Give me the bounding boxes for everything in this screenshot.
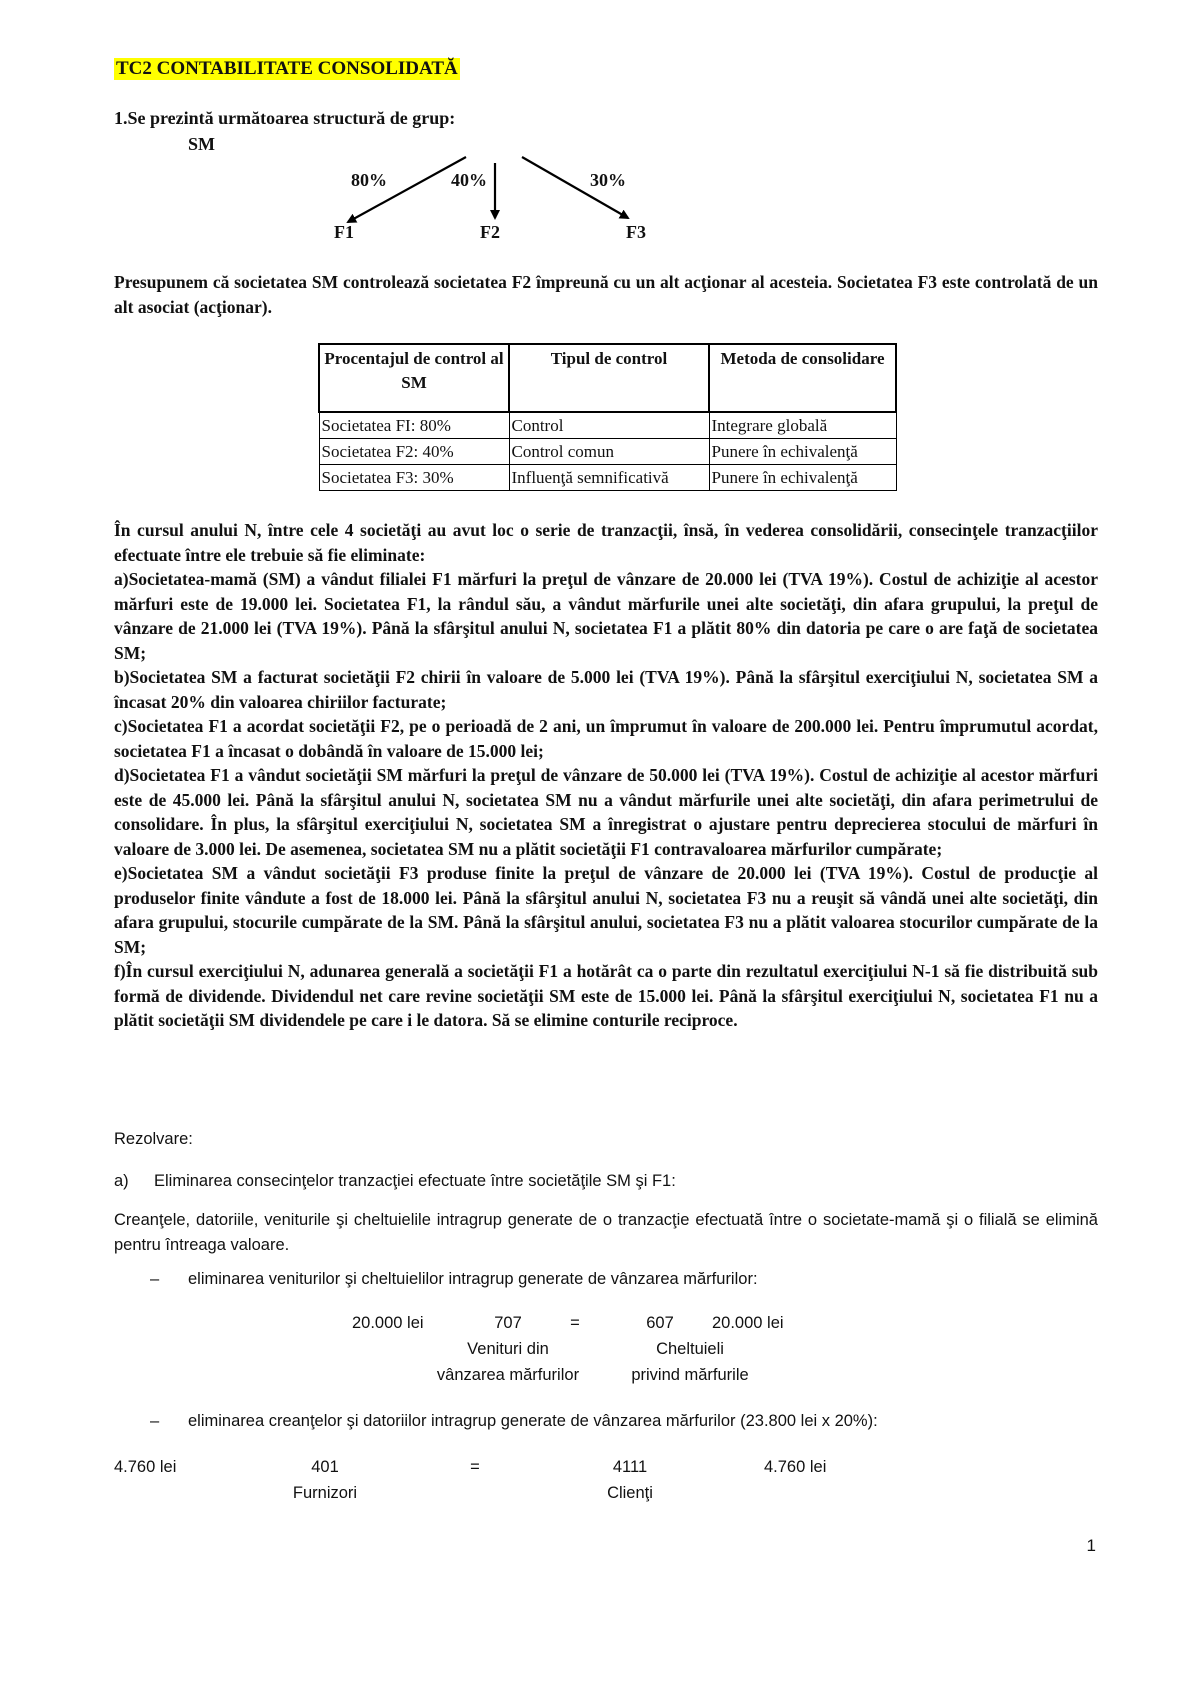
problem-item-a: a)Societatea-mamă (SM) a vândut filialei F1 mărfuri la preţul de vânzare de 20.000 lei (TVA 19%). Costul de achiziţie al acestor mărfuri este de 19.000 lei. Societatea F1, la rândul său, a vândut mărfurile unei alte societăţi, din afara grupului, la preţul de vânzare de 21.000 lei (TVA 19%). Până la sfârşitul anului N, societatea F1 a plătit 80% din datoria pe care o are faţă de societatea SM;	[114, 569, 1098, 663]
table-cell: Punere în echivalenţă	[709, 465, 896, 491]
entry1-credit-name-line2: privind mărfurile	[631, 1366, 749, 1384]
table-cell: Societatea F2: 40%	[319, 439, 509, 465]
table-cell: Societatea F3: 30%	[319, 465, 509, 491]
control-table-header	[319, 344, 896, 412]
problem-item-f: f)În cursul exerciţiului N, adunarea generală a societăţii F1 a hotărât ca o parte din rezultatul exerciţiului N-1 să fie distribuită sub formă de dividende. Dividendul net care revine societăţii SM este de 15.000 lei. Până la sfârşitul exerciţiului N, societatea F1 nu a plătit societăţii SM dividendele pe care i le datora. Să se elimine conturile reciproce.	[114, 961, 1098, 1030]
node-f3: F3	[626, 222, 646, 242]
problem-intro: În cursul anului N, între cele 4 societăţi au avut loc o serie de tranzacţii, însă, în vederea consolidării, consecinţele tranzacţiilor efectuate între ele trebuie să fie eliminate:	[114, 520, 1098, 565]
solution-heading: Rezolvare:	[114, 1130, 193, 1148]
bullet-2-text: eliminarea creanţelor şi datoriilor intragrup generate de vânzarea mărfurilor (23.800 lei x 20%):	[188, 1412, 878, 1430]
problem-item-d: d)Societatea F1 a vândut societăţii SM mărfuri la preţul de vânzare de 50.000 lei (TVA 19%). Costul de achiziţie al acestor mărfuri este de 45.000 lei. Până la sfârşitul anului N, societatea SM nu a vândut mărfurile unei alte societăţi, din afara perimetrului de consolidare. În plus, la sfârşitul exerciţiului N, societatea SM a înregistrat o ajustare pentru deprecierea stocului de mărfuri în valoare de 3.000 lei. De asemenea, societatea SM nu a plătit societăţii F1 contravaloarea mărfurilor cumpărate;	[114, 765, 1098, 859]
header-method: Metoda de consolidare	[709, 344, 896, 412]
entry2-equals: =	[470, 1458, 480, 1476]
table-cell: Punere în echivalenţă	[709, 439, 896, 465]
table-cell: Influenţă semnificativă	[509, 465, 709, 491]
node-f2: F2	[480, 222, 500, 242]
problem-item-b: b)Societatea SM a facturat societăţii F2 chirii în valoare de 5.000 lei (TVA 19%). Până la sfârşitul exerciţiului N, societatea SM a încasat 20% din valoarea chiriilor facturate;	[114, 667, 1098, 712]
entry2-debit-name: Furnizori	[292, 1484, 358, 1502]
solution-item-a-title: Eliminarea consecinţelor tranzacţiei efectuate între societăţile SM şi F1:	[154, 1172, 676, 1190]
entry1-debit-name-line1: Venituri din	[467, 1340, 549, 1358]
header-percent: Procentajul de control al SM	[319, 344, 509, 412]
entry1-amount-right: 20.000 lei	[712, 1314, 784, 1332]
bullet-dash: –	[150, 1412, 160, 1430]
problem-statement	[114, 518, 1098, 1033]
bullet-dash: –	[150, 1270, 160, 1288]
table-row	[319, 439, 896, 465]
entry2-credit-name: Clienţi	[607, 1484, 653, 1502]
page-number: 1	[1086, 1536, 1096, 1555]
table-cell: Control	[509, 412, 709, 439]
pct-f3: 30%	[590, 170, 626, 190]
entry2-amount-right: 4.760 lei	[764, 1458, 827, 1476]
structure-parent-sm: SM	[188, 134, 215, 154]
table-row	[319, 412, 896, 439]
solution-item-a-label: a)	[114, 1172, 129, 1190]
pct-f1: 80%	[351, 170, 387, 190]
intro-paragraph: Presupunem că societatea SM controlează societatea F2 împreună cu un alt acţionar al acesteia. Societatea F3 este controlată de un alt asociat (acţionar).	[114, 272, 1098, 317]
table-cell: Control comun	[509, 439, 709, 465]
entry1-debit-account: 707	[494, 1314, 522, 1332]
entry1-credit-name-line1: Cheltuieli	[656, 1340, 724, 1358]
entry2-debit-account: 401	[311, 1458, 339, 1476]
header-control-type: Tipul de control	[509, 344, 709, 412]
problem-item-c: c)Societatea F1 a acordat societăţii F2, pe o perioadă de 2 ani, un împrumut în valoare de 200.000 lei. Pentru împrumutul acordat, societatea F1 a încasat o dobândă în valoare de 15.000 lei;	[114, 716, 1098, 761]
node-f1: F1	[334, 222, 354, 242]
problem-item-e: e)Societatea SM a vândut societăţii F3 produse finite la preţul de vânzare de 20.000 lei (TVA 19%). Costul de producţie al produselor finite vândute a fost de 18.000 lei. Până la sfârşitul anului N, societatea F3 nu a reuşit să vândă unei alte societăţi, din afara grupului, stocurile cumpărate de la SM. Până la sfârşitul anului, societatea F3 nu a plătit valoarea stocurilor cumpărate de la SM;	[114, 863, 1098, 957]
bullet-1-text: eliminarea veniturilor şi cheltuielilor intragrup generate de vânzarea mărfurilor:	[188, 1270, 758, 1288]
table-cell: Integrare globală	[709, 412, 896, 439]
entry1-equals: =	[570, 1314, 580, 1332]
entry1-amount-left: 20.000 lei	[352, 1314, 424, 1332]
table-cell: Societatea FI: 80%	[319, 412, 509, 439]
entry2-credit-account: 4111	[612, 1458, 648, 1476]
group-structure-arrows	[0, 0, 1200, 260]
document-title: TC2 CONTABILITATE CONSOLIDATĂ	[116, 58, 458, 79]
question-1-heading: 1.Se prezintă următoarea structură de grup:	[114, 108, 456, 128]
entry2-amount-left: 4.760 lei	[114, 1458, 177, 1476]
entry1-debit-name-line2: vânzarea mărfurilor	[436, 1366, 580, 1384]
table-row	[319, 465, 896, 491]
solution-explanation: Creanţele, datoriile, veniturile şi cheltuielile intragrup generate de o tranzacţie efectuată între o societate-mamă şi o filială se elimină pentru întreaga valoare.	[114, 1211, 1098, 1254]
entry1-credit-account: 607	[646, 1314, 674, 1332]
control-table	[318, 343, 897, 491]
pct-f2: 40%	[451, 170, 487, 190]
